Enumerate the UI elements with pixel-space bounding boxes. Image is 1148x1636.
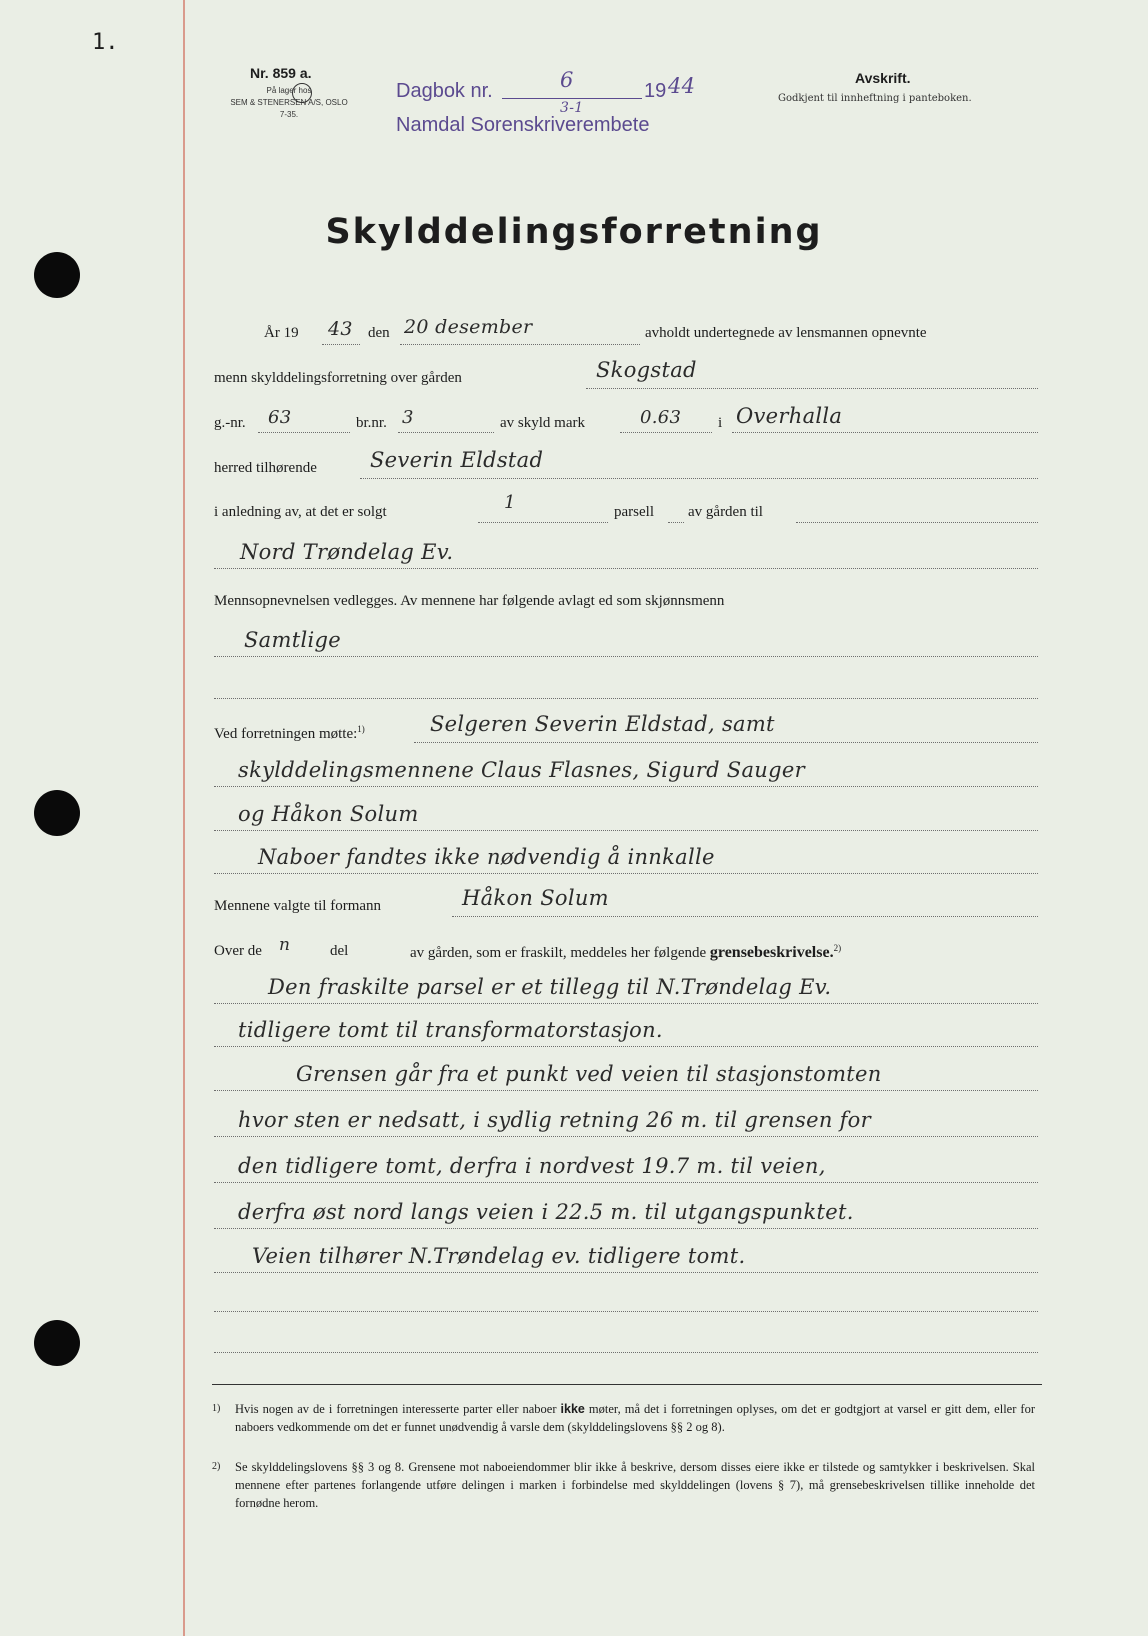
eier-name: Severin Eldstad <box>370 448 544 472</box>
den-value: 20 desember <box>404 316 533 338</box>
antall-rule <box>478 522 608 523</box>
formann-label: Mennene valgte til formann <box>214 898 382 914</box>
grense-bold-text: grensebeskrivelse. <box>709 944 834 961</box>
grense-line-7: Veien tilhører N.Trøndelag ev. tidligere tomt. <box>252 1244 746 1268</box>
parsell-antall: 1 <box>504 492 516 513</box>
aar-value: 43 <box>328 318 353 340</box>
skyld-rule <box>620 432 712 433</box>
footnote-separator <box>212 1384 1042 1385</box>
motte-line-1: Selgeren Severin Eldstad, samt <box>430 712 775 736</box>
footnote-2-text: Se skylddelingslovens §§ 3 og 8. Grensene mot naboeiendommer blir ikke å beskrive, dersom disses eiere ikke er tilstede og samtykker i beskrivelsen. Skal mennene efter partenes forlangende utføre delingen i marken i forbindelse med skylddelingen (lovens § 7), må grensebeskrivelsen tillike inneholde det fornødne herom. <box>235 1460 1035 1510</box>
skjonnsmenn-rule-1 <box>214 656 1038 657</box>
den-label: den <box>368 325 390 341</box>
aar-rule <box>322 344 360 345</box>
motte-line-2: skylddelingsmennene Claus Flasnes, Sigurd Sauger <box>238 758 805 782</box>
kjoper-name: Nord Trøndelag Ev. <box>240 540 454 564</box>
gnr-label: g.-nr. <box>214 415 246 431</box>
formann-name: Håkon Solum <box>462 886 609 910</box>
dagbok-label: Dagbok nr. <box>396 80 493 102</box>
motte-footnote-mark: 1) <box>357 724 365 734</box>
footnote-1-mark: 1) <box>212 1403 221 1414</box>
grense-rule-7 <box>214 1272 1038 1273</box>
motte-rule-3 <box>214 830 1038 831</box>
grense-line-6: derfra øst nord langs veien i 22.5 m. til utgangspunktet. <box>238 1200 854 1224</box>
grense-label-text: av gården, som er fraskilt, meddeles her følgende <box>410 945 707 961</box>
page-title: Skylddelingsforretning <box>325 212 823 252</box>
motte-rule-4 <box>214 873 1038 874</box>
motte-line-4: Naboer fandtes ikke nødvendig å innkalle <box>258 845 715 869</box>
bnr-value: 3 <box>402 407 414 428</box>
mennsopnevnelsen-text: Mennsopnevnelsen vedlegges. Av mennene har følgende avlagt ed som skjønnsmenn <box>214 593 725 609</box>
kommune-name: Overhalla <box>736 404 843 428</box>
grense-line-2: tidligere tomt til transformatorstasjon. <box>238 1018 663 1042</box>
den-rule <box>400 344 640 345</box>
dagbok-year-suffix: 44 <box>668 74 696 98</box>
motte-label <box>214 724 365 743</box>
motte-line-3: og Håkon Solum <box>238 802 419 826</box>
skyld-label: av skyld mark <box>500 415 585 431</box>
footnote-2-mark: 2) <box>212 1461 221 1472</box>
aar-label: År 19 <box>264 325 299 341</box>
footnote-1 <box>235 1400 1035 1436</box>
motte-rule-2 <box>214 786 1038 787</box>
anledning-label: i anledning av, at det er solgt <box>214 504 387 520</box>
grense-rule-6 <box>214 1228 1038 1229</box>
over-value: n <box>279 935 291 955</box>
grense-rule-8 <box>214 1311 1038 1312</box>
over-label: Over de <box>214 943 262 959</box>
avholdt-text: avholdt undertegnede av lensmannen opnevnte <box>645 325 927 341</box>
dagbok-number: 6 <box>560 68 574 92</box>
kjoper-rule <box>214 568 1038 569</box>
motte-label-text: Ved forretningen møtte: <box>214 726 358 742</box>
footnote-1-rest: møter, må det i forretningen oplyses, om det er godtgjort at varsel er gitt dem, eller for naboers vedkommende om det er funnet unødvendig å varsle dem (skylddelingslovens §§ 2 og 8). <box>235 1402 1035 1434</box>
parsell-rule <box>668 522 684 523</box>
skjonnsmenn-value: Samtlige <box>244 628 341 652</box>
parsell-label: parsell <box>614 504 654 520</box>
footnote-2 <box>235 1458 1035 1512</box>
av-garden-label: av gården til <box>688 504 763 520</box>
footnote-1-bold: ikke <box>560 1402 585 1416</box>
grense-rule-5 <box>214 1182 1038 1183</box>
punch-hole-middle <box>34 790 80 836</box>
i-label: i <box>718 415 723 431</box>
grense-rule-2 <box>214 1046 1038 1047</box>
grense-rule-1 <box>214 1003 1038 1004</box>
avskrift-subtitle: Godkjent til innheftning i panteboken. <box>778 93 972 104</box>
kommune-rule <box>732 432 1038 433</box>
footnote-1-text: Hvis nogen av de i forretningen interesserte parter eller naboer <box>235 1402 557 1416</box>
printer-seal-icon <box>292 83 312 103</box>
page-number: 1. <box>92 30 119 55</box>
bnr-rule <box>398 432 494 433</box>
gnr-rule <box>258 432 350 433</box>
grense-rule-3 <box>214 1090 1038 1091</box>
grense-line-5: den tidligere tomt, derfra i nordvest 19.7 m. til veien, <box>238 1154 826 1178</box>
formann-rule <box>452 916 1038 917</box>
dagbok-underline <box>502 98 642 99</box>
grense-line-4: hvor sten er nedsatt, i sydlig retning 26 m. til grensen for <box>238 1108 871 1132</box>
gaard-name: Skogstad <box>596 358 697 382</box>
menn-label: menn skylddelingsforretning over gården <box>214 370 462 386</box>
office-stamp: Namdal Sorenskriverembete <box>396 114 650 136</box>
av-garden-rule <box>796 522 1038 523</box>
gnr-value: 63 <box>268 407 292 428</box>
form-number: Nr. 859 a. <box>250 65 312 81</box>
dagbok-date: 3-1 <box>560 100 584 116</box>
del-label: del <box>330 943 349 959</box>
grense-line-1: Den fraskilte parsel er et tillegg til N.Trøndelag Ev. <box>268 975 832 999</box>
grense-line-3: Grensen går fra et punkt ved veien til stasjonstomten <box>296 1062 882 1086</box>
grense-rule-4 <box>214 1136 1038 1137</box>
grense-label <box>410 943 841 962</box>
punch-hole-bottom <box>34 1320 80 1366</box>
grense-footnote-mark: 2) <box>833 943 842 953</box>
printer-line-1: På lager hos <box>266 86 312 95</box>
avskrift-title: Avskrift. <box>855 70 911 86</box>
skyld-value: 0.63 <box>640 407 682 428</box>
grense-rule-9 <box>214 1352 1038 1353</box>
gaard-rule <box>586 388 1038 389</box>
printer-line-2: SEM & STENERSEN A/S, OSLO <box>230 98 348 107</box>
bnr-label: br.nr. <box>356 415 387 431</box>
dagbok-year-prefix: 19 <box>644 80 667 102</box>
skjonnsmenn-rule-2 <box>214 698 1038 699</box>
motte-rule-1 <box>414 742 1038 743</box>
printer-line-3: 7-35. <box>279 110 299 119</box>
punch-hole-top <box>34 252 80 298</box>
eier-rule <box>360 478 1038 479</box>
herred-label: herred tilhørende <box>214 460 317 476</box>
